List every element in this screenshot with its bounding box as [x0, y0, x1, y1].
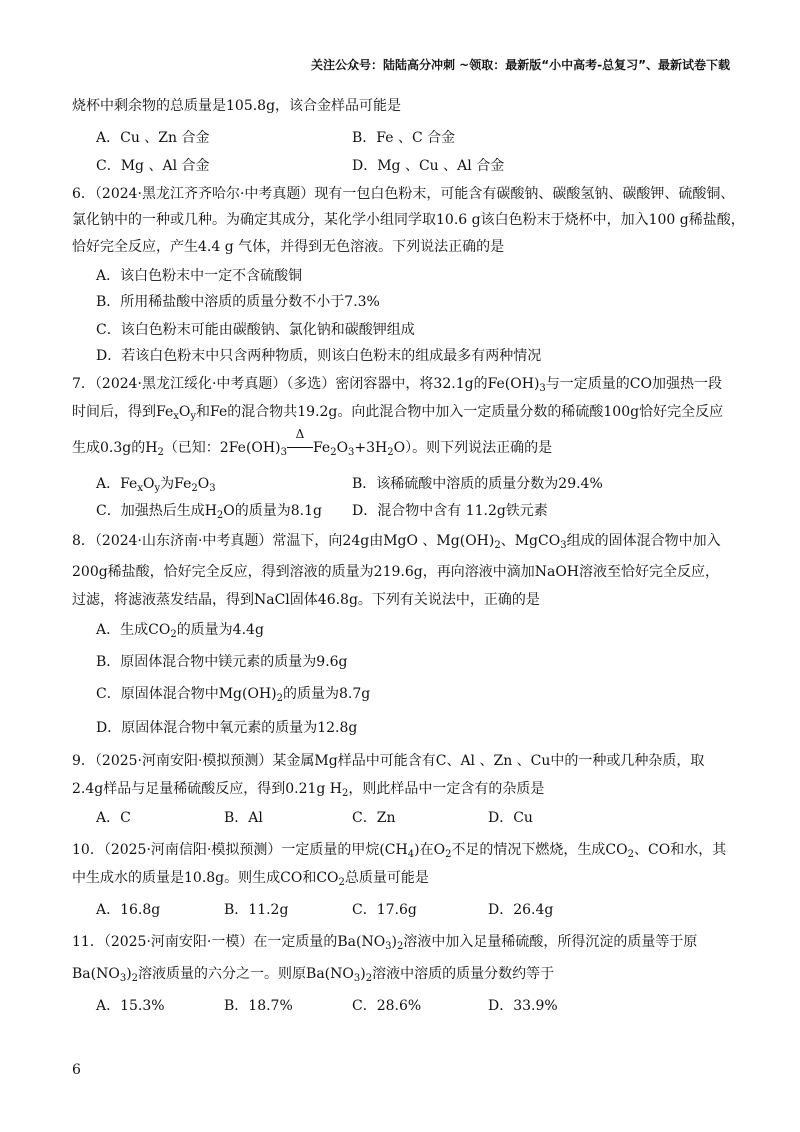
subscript: 2 — [330, 447, 337, 458]
q6-option-c: C．该白色粉末可能由碳酸钠、氯化钠和碳酸钾组成 — [96, 322, 415, 338]
q9-option-c: C．Zn — [352, 810, 396, 826]
subscript: 2 — [276, 693, 283, 704]
q6-line-1: 6．（2024·黑龙江齐齐哈尔·中考真题）现有一包白色粉末，可能含有碳酸钠、碳酸氢钠、碳酸钾、硫酸铜、 — [72, 186, 735, 202]
subscript: 2 — [191, 483, 198, 494]
q10-text: 10．（2025·河南信阳·模拟预测）一定质量的甲烷(CH — [72, 842, 408, 858]
q11-option-b: B．18.7% — [224, 998, 293, 1014]
q6-option-d: D．若该白色粉末中只含两种物质，则该白色粉末的组成最多有两种情况 — [96, 348, 542, 364]
q11-line-2 — [72, 964, 554, 989]
subscript: 2 — [338, 877, 345, 888]
subscript: 4 — [407, 849, 415, 860]
q7-option-d: D．混合物中含有 11.2g铁元素 — [352, 503, 548, 519]
subscript: 3 — [539, 383, 546, 394]
q10-text: 、CO和水，其 — [634, 842, 727, 858]
subscript: 3 — [353, 973, 361, 984]
q10-option-a: A．16.8g — [96, 902, 161, 918]
q7-option-text: O — [142, 476, 155, 492]
q7-text: Fe — [312, 440, 331, 456]
q11-option-c: C．28.6% — [352, 998, 422, 1014]
q8-text: 、MgCO — [500, 533, 561, 549]
q8-option-b: B．原固体混合物中镁元素的质量为9.6g — [96, 654, 348, 670]
heat-condition-mark — [287, 427, 313, 458]
q11-text: 溶液中溶质的质量分数约等于 — [372, 966, 555, 982]
q11-line-1 — [72, 932, 697, 957]
q10-text: )在O — [414, 842, 446, 858]
q6-line-2: 氯化钠中的一种或几种。为确定其成分，某化学小组同学取10.6 g该白色粉末于烧杯中，加入100 g稀盐酸， — [72, 212, 745, 228]
q8-option-a — [96, 620, 264, 645]
subscript: 3 — [348, 447, 355, 458]
subscript: 3 — [119, 973, 127, 984]
q11-option-d: D．33.9% — [488, 998, 558, 1014]
q8-option-c — [96, 684, 370, 709]
q8-option-text: C．原固体混合物中Mg(OH) — [96, 686, 277, 702]
subscript: x — [137, 483, 143, 494]
subscript: y — [190, 411, 197, 422]
q5-option-b: B．Fe 、C 合金 — [352, 130, 456, 146]
q8-option-text: A．生成CO — [96, 622, 171, 638]
q7-line-3 — [72, 427, 553, 463]
q6-line-3: 恰好完全反应，产生4.4 g 气体，并得到无色溶液。下列说法正确的是 — [72, 239, 505, 255]
q8-line-1 — [72, 531, 721, 556]
q5-option-a: A．Cu 、Zn 合金 — [96, 130, 210, 146]
subscript: 2 — [131, 973, 139, 984]
q10-text: 中生成水的质量是10.8g。则生成CO和CO — [72, 870, 339, 886]
subscript: 2 — [216, 510, 224, 521]
q11-text: Ba(NO — [72, 966, 120, 982]
q7-option-text: 为Fe — [160, 476, 192, 492]
q5-option-c: C．Mg 、Al 合金 — [96, 158, 210, 174]
q7-text: O）。则下列说法正确的是 — [393, 440, 553, 456]
q9-option-a: A．C — [96, 810, 131, 826]
q9-text: ，则此样品中一定含有的杂质是 — [348, 781, 545, 797]
q11-text: ) — [360, 966, 366, 982]
q10-option-d: D．26.4g — [488, 902, 554, 918]
subscript: 3 — [385, 941, 392, 952]
subscript: 3 — [280, 447, 287, 458]
q9-line-2 — [72, 779, 544, 804]
q7-option-text: A．Fe — [96, 476, 138, 492]
q7-text: +3H — [354, 440, 388, 456]
q6-option-b: B．所用稀盐酸中溶质的质量分数不小于7.3% — [96, 294, 380, 310]
q7-text: 7．（2024·黑龙江绥化·中考真题）（多选）密闭容器中，将32.1g的Fe(OH) — [72, 376, 540, 392]
subscript: 2 — [170, 629, 177, 640]
q7-text: O — [178, 404, 191, 420]
q7-text: 和Fe的混合物共19.2g。向此混合物中加入一定质量分数的稀硫酸100g恰好完全反应 — [196, 404, 724, 420]
q7-option-b: B．该稀硫酸中溶质的质量分数为29.4% — [352, 476, 603, 492]
subscript: 2 — [157, 447, 164, 458]
q7-option-text: O的质量为8.1g — [223, 503, 323, 519]
q11-text: 11．（2025·河南安阳·一模）在一定质量的Ba(NO — [72, 934, 386, 950]
q11-option-a: A．15.3% — [96, 998, 165, 1014]
q8-line-2: 200g稀盐酸，恰好完全反应，得到溶液的质量为219.6g，再向溶液中滴加NaOH溶液至恰好完全反应， — [72, 564, 720, 580]
q9-text: 2.4g样品与足量稀硫酸反应，得到0.21g H — [72, 781, 343, 797]
q6-option-a: A．该白色粉末中一定不含硫酸铜 — [96, 268, 303, 284]
page-header: 关注公众号：陆陆高分冲刺 ~领取：最新版“小中高考-总复习”、最新试卷下载 — [311, 58, 730, 72]
q10-option-b: B．11.2g — [224, 902, 289, 918]
q7-text: 生成0.3g的H — [72, 440, 158, 456]
q7-option-text: C．加强热后生成H — [96, 503, 217, 519]
subscript: 2 — [387, 447, 394, 458]
subscript: y — [154, 483, 161, 494]
q11-text: 溶液质量的六分之一。则原Ba(NO — [138, 966, 354, 982]
subscript: 2 — [365, 973, 373, 984]
subscript: 2 — [445, 849, 452, 860]
subscript: 2 — [342, 788, 349, 799]
q5-option-d: D．Mg 、Cu 、Al 合金 — [352, 158, 505, 174]
q7-line-2 — [72, 402, 723, 427]
q7-text: 时间后，得到Fe — [72, 404, 174, 420]
subscript: 3 — [209, 483, 216, 494]
q7-option-c — [96, 501, 322, 526]
reaction-bar — [287, 447, 313, 448]
subscript: 2 — [627, 849, 635, 860]
q11-text: ) — [391, 934, 398, 950]
q8-option-text: 的质量为8.7g — [283, 686, 371, 702]
q9-option-b: B．Al — [224, 810, 263, 826]
q10-option-c: C．17.6g — [352, 902, 417, 918]
q8-line-3: 过滤，将滤液蒸发结晶，得到NaCl固体46.8g。下列有关说法中，正确的是 — [72, 592, 540, 608]
q7-option-text: O — [197, 476, 210, 492]
delta-symbol: Δ — [295, 427, 305, 441]
q8-option-text: 的质量为4.4g — [176, 622, 264, 638]
q9-line-1: 9．（2025·河南安阳·模拟预测）某金属Mg样品中可能含有C、Al 、Zn 、Cu中的一种或几种杂质，取 — [72, 753, 705, 769]
subscript: 2 — [494, 540, 501, 551]
q7-text: （已知：2Fe(OH) — [163, 440, 281, 456]
q8-text: 组成的固体混合物中加入 — [566, 533, 721, 549]
q8-option-d: D．原固体混合物中氧元素的质量为12.8g — [96, 720, 358, 736]
subscript: 3 — [560, 540, 567, 551]
q10-text: 总质量可能是 — [344, 870, 429, 886]
q8-text: 8．（2024·山东济南·中考真题）常温下，向24g由MgO 、Mg(OH) — [72, 533, 495, 549]
q7-option-a — [96, 474, 216, 499]
page-number: 6 — [72, 1062, 81, 1078]
q10-line-1 — [72, 840, 726, 865]
q5-stem: 烧杯中剩余物的总质量是105.8g，该合金样品可能是 — [72, 98, 402, 114]
q10-line-2 — [72, 868, 429, 893]
q11-text: 溶液中加入足量稀硫酸，所得沉淀的质量等于原 — [403, 934, 698, 950]
q10-text: 不足的情况下燃烧，生成CO — [451, 842, 628, 858]
q9-option-d: D．Cu — [488, 810, 533, 826]
subscript: x — [173, 411, 179, 422]
q11-text: ) — [126, 966, 132, 982]
subscript: 2 — [397, 941, 404, 952]
q7-text: O — [336, 440, 349, 456]
q7-line-1 — [72, 374, 722, 399]
q7-text: 与一定质量的CO加强热一段 — [545, 376, 722, 392]
